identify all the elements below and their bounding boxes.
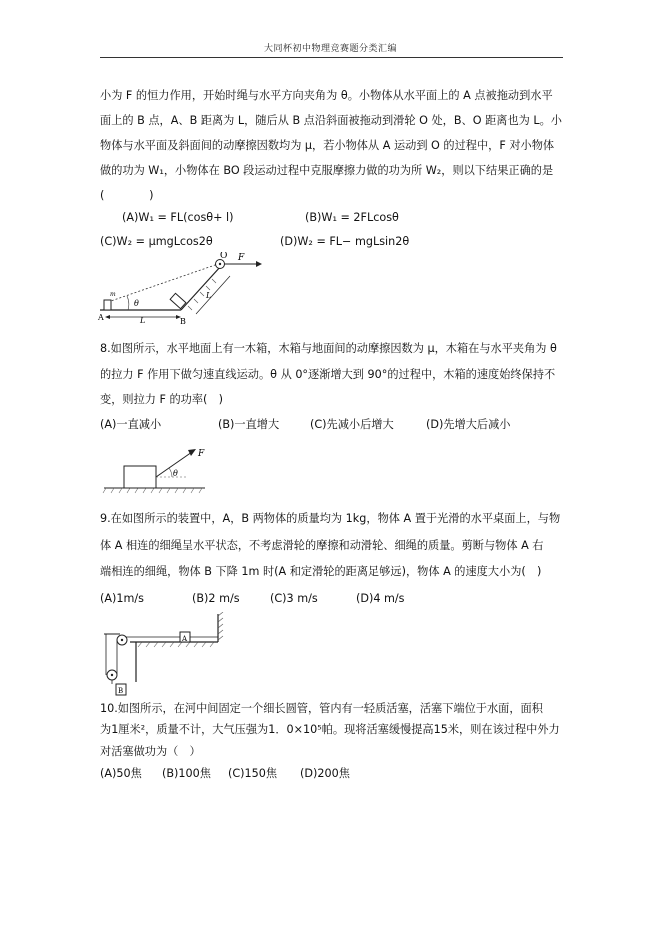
q7-fig-label-a: A <box>98 313 104 322</box>
q7-fig-label-o: O <box>220 252 228 261</box>
header-rule <box>100 57 563 58</box>
q9-line-1: 9.在如图所示的装置中，A，B 两物体的质量均为 1kg，物体 A 置于光滑的水平桌面上，与物 <box>100 512 561 525</box>
q8-option-b: (B)一直增大 <box>218 418 280 431</box>
q7-fig-label-l-incline: L <box>206 291 212 300</box>
q7-fig-label-l-ground: L <box>140 316 146 325</box>
q7-line-3: 物体与水平面及斜面间的动摩擦因数均为 μ，若小物体从 A 运动到 O 的过程中，F 对小物体 <box>100 139 555 152</box>
q9-option-c: (C)3 m/s <box>270 592 318 605</box>
q9-option-b: (B)2 m/s <box>192 592 240 605</box>
q7-line-1: 小为 F 的恒力作用，开始时绳与水平方向夹角为 θ。小物体从水平面上的 A 点被拖动到水平 <box>100 89 553 102</box>
q9-option-d: (D)4 m/s <box>356 592 405 605</box>
q10-option-b: (B)100焦 <box>162 767 211 780</box>
q7-line-4: 做的功为 W₁，小物体在 BO 段运动过程中克服摩擦力做的功为所 W₂，则以下结果正确的是 <box>100 164 554 177</box>
q8-figure-box-pulled <box>100 444 210 500</box>
q7-line-5: ( ) <box>100 189 154 202</box>
q7-option-d: (D)W₂ = FL− mgLsin2θ <box>280 235 410 248</box>
q10-option-a: (A)50焦 <box>100 767 142 780</box>
q7-option-c: (C)W₂ = μmgLcos2θ <box>100 235 213 248</box>
q9-option-a: (A)1m/s <box>100 592 144 605</box>
page-header: 大同杯初中物理竞赛题分类汇编 <box>263 44 397 54</box>
q7-fig-label-f: F <box>238 253 245 263</box>
q9-line-2: 体 A 相连的细绳呈水平状态，不考虑滑轮的摩擦和动滑轮、细绳的质量。剪断与物体 A 右 <box>100 539 544 552</box>
q8-line-1: 8.如图所示，水平地面上有一木箱，木箱与地面间的动摩擦因数为 μ，木箱在与水平夹角为 θ <box>100 342 557 355</box>
q7-fig-label-theta: θ <box>134 299 139 308</box>
q8-fig-label-f: F <box>198 449 205 459</box>
q10-option-d: (D)200焦 <box>300 767 350 780</box>
q10-line-2: 为1厘米²，质量不计，大气压强为1．0×10⁵帕。现将活塞缓慢提高15米，则在该过程中外力 <box>100 723 560 736</box>
q10-line-1: 10.如图所示，在河中间固定一个细长圆管，管内有一轻质活塞，活塞下端位于水面，面积 <box>100 702 543 715</box>
q7-option-b: (B)W₁ = 2FLcosθ <box>305 211 399 224</box>
q9-line-3: 端相连的细绳，物体 B 下降 1m 时(A 和定滑轮的距离足够远)，物体 A 的速度大小为( ) <box>100 565 542 578</box>
q7-fig-label-m: m <box>110 291 116 298</box>
q7-option-a: (A)W₁ = FL(cosθ+ l) <box>122 211 234 224</box>
q9-fig-label-b: B <box>118 687 124 695</box>
q8-option-a: (A)一直减小 <box>100 418 162 431</box>
q8-line-3: 变，则拉力 F 的功率( ) <box>100 393 223 406</box>
q8-option-c: (C)先减小后增大 <box>310 418 394 431</box>
q8-line-2: 的拉力 F 作用下做匀速直线运动。θ 从 0°逐渐增大到 90°的过程中，木箱的速度始终保持不 <box>100 368 556 381</box>
q8-fig-label-theta: θ <box>173 469 178 478</box>
q10-option-c: (C)150焦 <box>228 767 278 780</box>
q7-line-2: 面上的 B 点，A、B 距离为 L，随后从 B 点沿斜面被拖动到滑轮 O 处，B、O 距离也为 L。小 <box>100 114 562 127</box>
q7-fig-label-b: B <box>180 317 186 326</box>
q9-figure-pulley-system <box>100 612 228 698</box>
q10-line-3: 对活塞做功为（ ） <box>100 745 201 758</box>
q8-option-d: (D)先增大后减小 <box>426 418 511 431</box>
q9-fig-label-a: A <box>182 635 188 643</box>
q7-figure-incline-pulley <box>96 252 266 332</box>
